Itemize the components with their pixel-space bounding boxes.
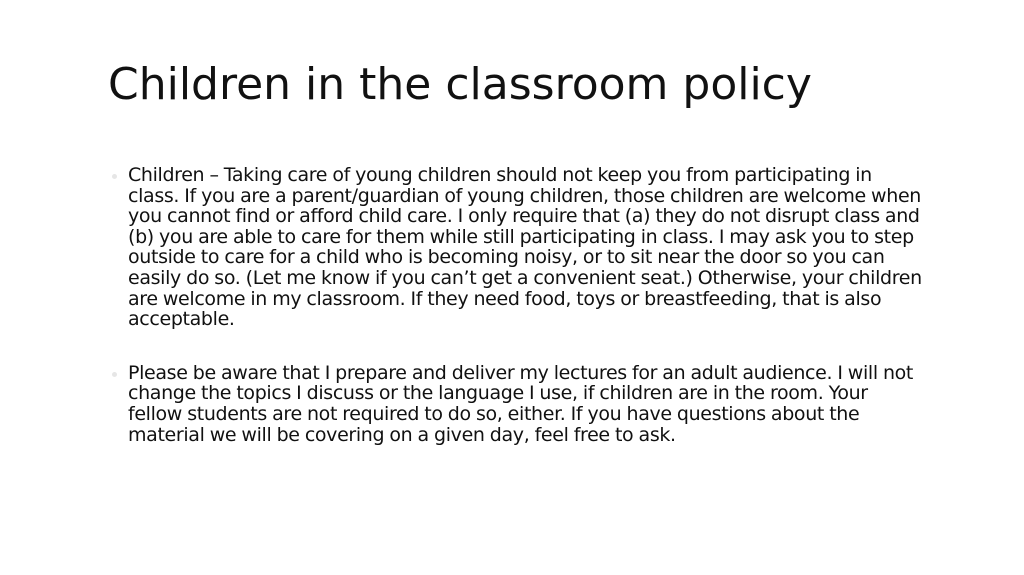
bullet-text: Children – Taking care of young children should not keep you from participating in class. If you are a parent/guardian of young children, those children are welcome when you cannot find or afford child care. I only require that (a) they do not disrupt class and (b) you are able to care for them while still participating in class. I may ask you to step outside to care for a child who is becoming noisy, or to sit near the door so you can easily do so. (Let me know if you can’t get a convenient seat.) Otherwise, your children are welcome in my classroom. If they need food, toys or breastfeeding, that is also acceptable. [128, 164, 922, 331]
bullet-dot-icon [112, 174, 117, 179]
slide-body [112, 165, 922, 445]
slide-title: Children in the classroom policy [108, 59, 812, 110]
bullet-item-adult-audience [112, 363, 922, 445]
bullet-text: Please be aware that I prepare and deliver my lectures for an adult audience. I will not change the topics I discuss or the language I use, if children are in the room. Your fellow students are not required to do so, either. If you have questions about the material we will be covering on a given day, feel free to ask. [128, 361, 914, 446]
bullet-item-children-policy [112, 165, 922, 330]
bullet-dot-icon [112, 372, 117, 377]
